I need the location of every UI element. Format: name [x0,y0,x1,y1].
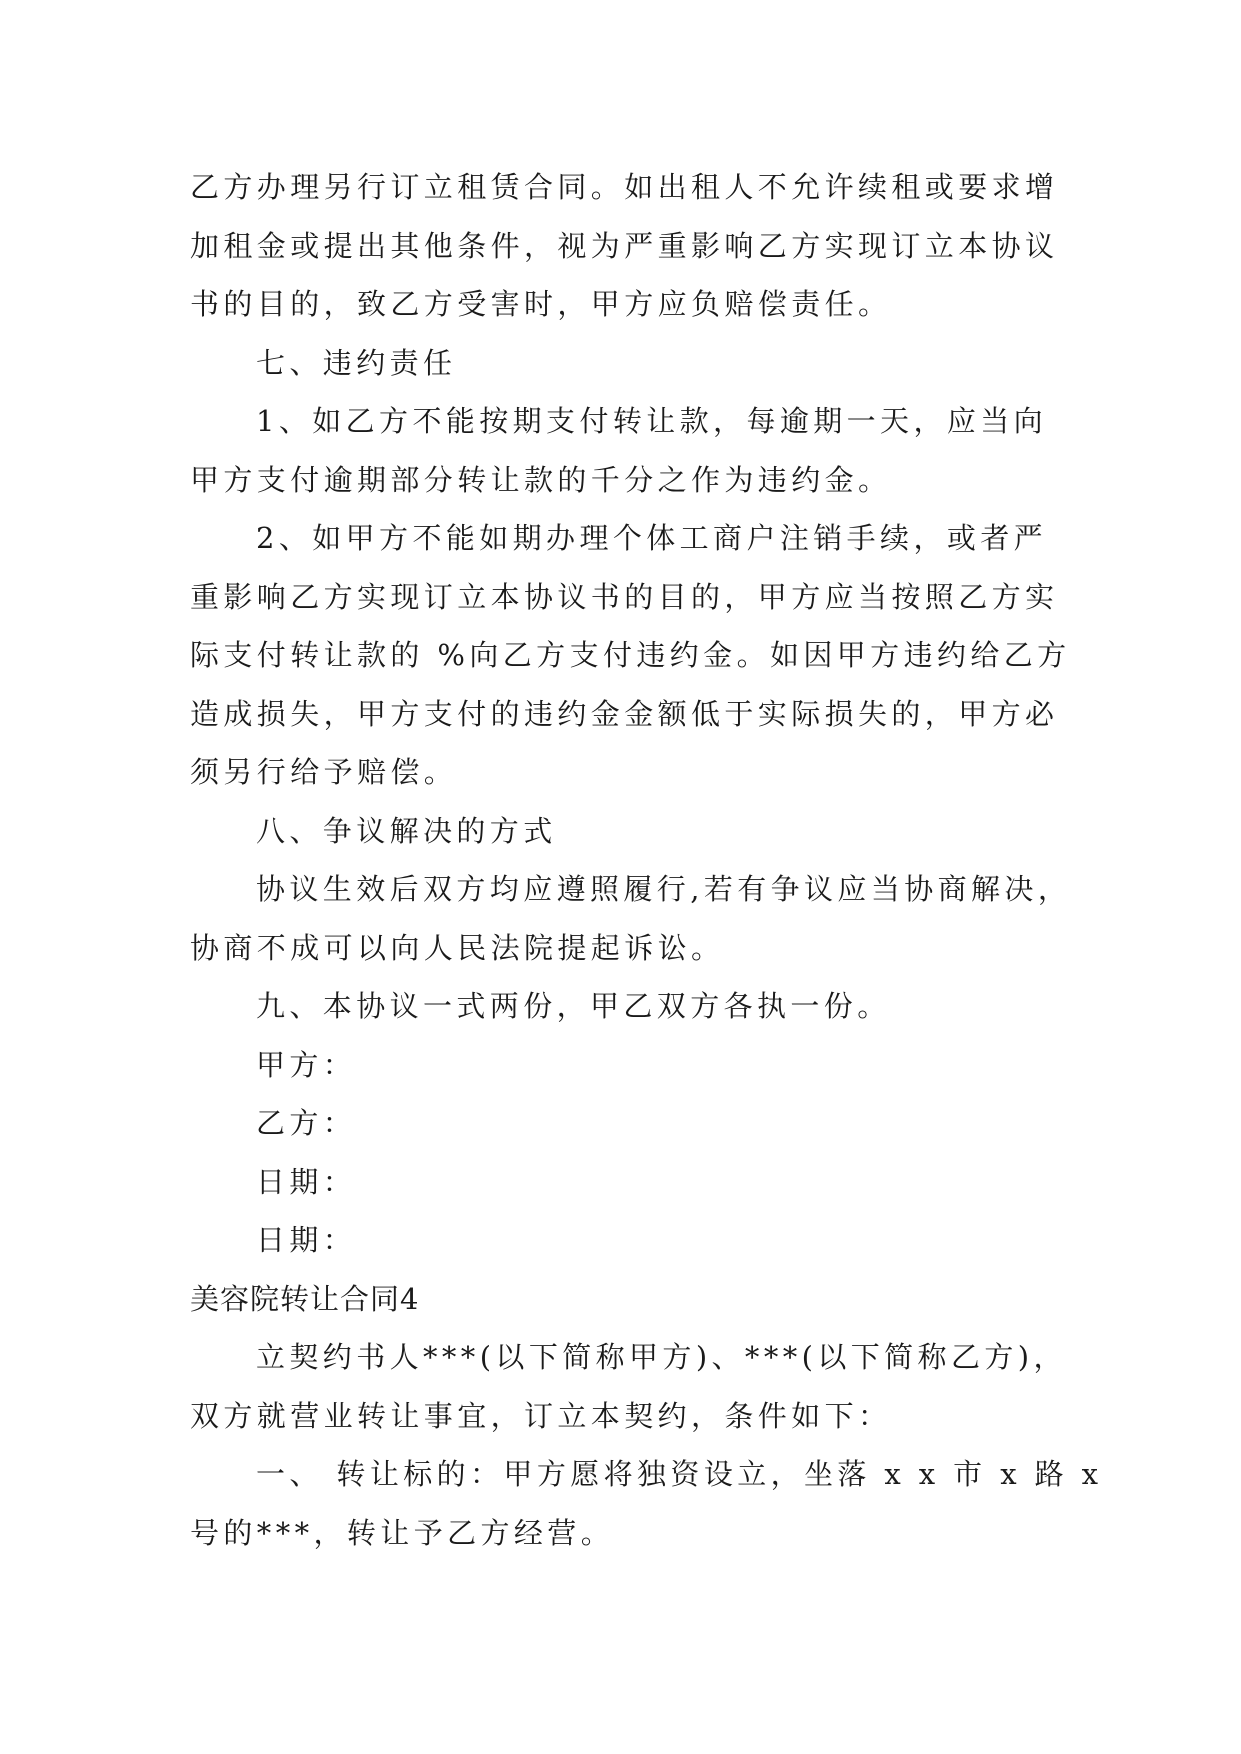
text-line: 加租金或提出其他条件，视为严重影响乙方实现订立本协议 [190,228,1059,263]
text-line: 九、本协议一式两份，甲乙双方各执一份。 [256,989,891,1023]
text-line: 乙方办理另行订立租赁合同。如出租人不允许续租或要求增 [190,170,1059,204]
text-line: 重影响乙方实现订立本协议书的目的，甲方应当按照乙方实 [190,579,1059,614]
text-line: 双方就营业转让事宜，订立本契约，条件如下： [190,1398,892,1433]
text-line: 甲方： [256,1047,357,1082]
text-line: 八、争议解决的方式 [256,813,557,848]
text-line: 际支付转让款的 %向乙方支付违约金。如因甲方违约给乙方 [190,638,1071,672]
text-line: 2、如甲方不能如期办理个体工商户注销手续，或者严 [256,521,1048,555]
text-line: 甲方支付逾期部分转让款的千分之作为违约金。 [190,462,892,497]
text-line: 号的***，转让予乙方经营。 [190,1515,615,1550]
text-line: 七、违约责任 [256,345,457,380]
text-line: 造成损失，甲方支付的违约金金额低于实际损失的，甲方必 [190,696,1059,731]
text-line: 协议生效后双方均应遵照履行,若有争议应当协商解决， [256,872,1072,906]
text-line: 日期： [256,1223,357,1257]
section-title: 美容院转让合同4 [190,1281,420,1316]
text-line: 1、如乙方不能按期支付转让款，每逾期一天，应当向 [256,404,1048,438]
text-line: 乙方： [256,1106,357,1140]
text-line: 协商不成可以向人民法院提起诉讼。 [190,930,725,965]
document-body [190,158,1103,1562]
text-line: 日期： [256,1164,357,1199]
text-line: 书的目的，致乙方受害时，甲方应负赔偿责任。 [190,287,892,321]
text-line: 一、 转让标的：甲方愿将独资设立，坐落 x x 市 x 路 x [256,1457,1103,1491]
text-line: 立契约书人***(以下简称甲方)、***(以下简称乙方)， [256,1340,1067,1374]
text-line: 须另行给予赔偿。 [190,755,458,789]
